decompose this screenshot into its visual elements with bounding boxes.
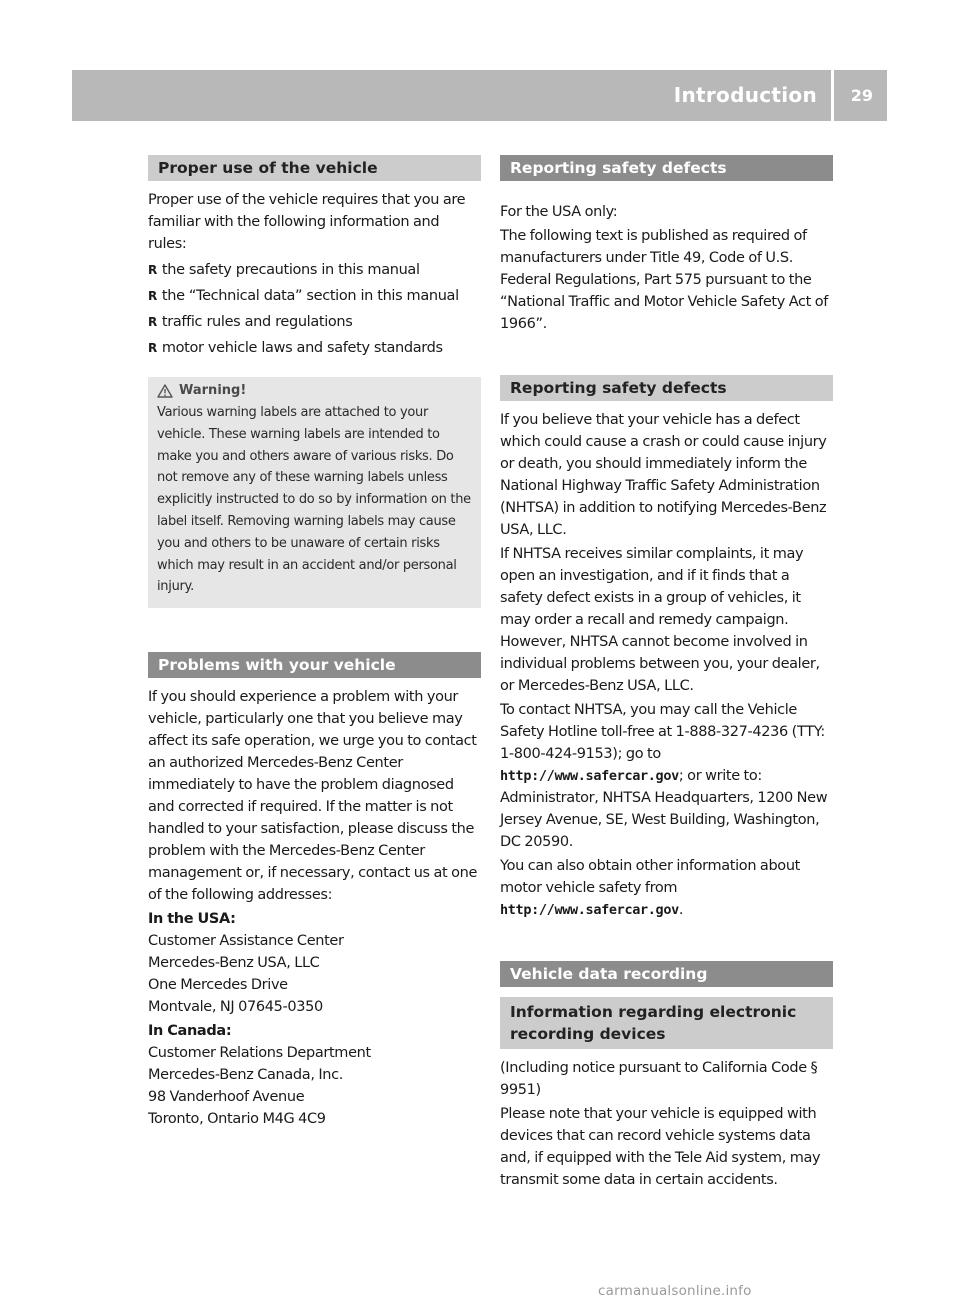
address-line: 98 Vanderhoof Avenue bbox=[148, 1089, 305, 1106]
bullet-icon: R bbox=[148, 263, 157, 277]
proper-use-intro: Proper use of the vehicle requires that you are familiar with the following information and rules: bbox=[148, 192, 466, 252]
left-column bbox=[148, 155, 481, 1132]
list-item: R traffic rules and regulations bbox=[148, 314, 353, 330]
recording-devices-text: Please note that your vehicle is equipped with devices that can record vehicle systems data and, if equipped with the Tele Aid system, may transmit some data in certain accidents. bbox=[500, 1106, 821, 1188]
page-number: 29 bbox=[850, 86, 873, 105]
reporting-investigation-text: If NHTSA receives similar complaints, it may open an investigation, and if it finds that a safety defect exists in a group of vehicles, it may order a recall and remedy campaign. However, NHTSA cannot become involved in individual problems between you, your dealer, or Mercedes-Benz USA, LLC. bbox=[500, 546, 820, 694]
section-title-reporting-1: Reporting safety defects bbox=[500, 155, 833, 181]
safercar-link[interactable]: http://www.safercar.gov bbox=[500, 768, 679, 784]
reporting-more-info-text: You can also obtain other information about motor vehicle safety from http://www.safercar.gov. bbox=[500, 858, 801, 918]
address-line: Customer Relations Department bbox=[148, 1045, 371, 1062]
proper-use-list bbox=[148, 259, 481, 359]
section-title-problems: Problems with your vehicle bbox=[148, 652, 481, 678]
warning-text: Various warning labels are attached to your vehicle. These warning labels are intended to make you and others aware of various risks. Do not remove any of these warning labels unless explicitly instructed to do so by information on the label itself. Removing warning labels may cause you and others to be unaware of certain risks which may result in an accident and/or personal injury. bbox=[157, 405, 471, 595]
watermark: carmanualsonline.info bbox=[598, 1283, 752, 1299]
address-line: One Mercedes Drive bbox=[148, 977, 288, 994]
warning-triangle-icon bbox=[157, 384, 173, 398]
list-item: R motor vehicle laws and safety standards bbox=[148, 340, 443, 356]
subsection-title-recording-devices: Information regarding electronic recording devices bbox=[500, 997, 833, 1049]
usa-label: In the USA: bbox=[148, 911, 236, 928]
problems-text: If you should experience a problem with your vehicle, particularly one that you believe may affect its safe operation, we urge you to contact an authorized Mercedes-Benz Center immediately to have the problem diagnosed and corrected if required. If the matter is not handled to your satisfaction, please discuss the problem with the Mercedes-Benz Center management or, if necessary, contact us at one of the following addresses: bbox=[148, 689, 478, 904]
section-title-reporting-2: Reporting safety defects bbox=[500, 375, 833, 401]
list-item: R the “Technical data” section in this manual bbox=[148, 288, 459, 304]
reporting-usa-only: For the USA only: bbox=[500, 204, 618, 220]
header-divider bbox=[831, 70, 834, 121]
warning-box bbox=[148, 377, 481, 608]
list-item: R the safety precautions in this manual bbox=[148, 262, 420, 278]
reporting-defect-text: If you believe that your vehicle has a defect which could cause a crash or could cause injury or death, you should immediately inform the National Highway Traffic Safety Administration (NHTSA) in addition to notifying Mercedes-Benz USA, LLC. bbox=[500, 412, 827, 538]
section-title-data-recording: Vehicle data recording bbox=[500, 961, 833, 987]
page-header bbox=[72, 70, 887, 121]
warning-title: Warning! bbox=[179, 383, 247, 398]
chapter-title: Introduction bbox=[673, 83, 817, 107]
safercar-link[interactable]: http://www.safercar.gov bbox=[500, 902, 679, 918]
address-line: Toronto, Ontario M4G 4C9 bbox=[148, 1111, 326, 1128]
address-line: Montvale, NJ 07645-0350 bbox=[148, 999, 323, 1016]
address-line: Customer Assistance Center bbox=[148, 933, 344, 950]
canada-label: In Canada: bbox=[148, 1023, 232, 1040]
section-title-proper-use: Proper use of the vehicle bbox=[148, 155, 481, 181]
reporting-legal-text: The following text is published as required of manufacturers under Title 49, Code of U.S. Federal Regulations, Part 575 pursuant to the “National Traffic and Motor Vehicle Safety Act of 1966”. bbox=[500, 228, 829, 332]
address-line: Mercedes-Benz Canada, Inc. bbox=[148, 1067, 343, 1084]
address-line: Mercedes-Benz USA, LLC bbox=[148, 955, 320, 972]
canada-address bbox=[148, 1020, 481, 1130]
right-column bbox=[500, 155, 833, 1193]
recording-notice-text: (Including notice pursuant to California Code § 9951) bbox=[500, 1060, 818, 1098]
bullet-icon: R bbox=[148, 341, 157, 355]
reporting-contact-text: To contact NHTSA, you may call the Vehicle Safety Hotline toll-free at 1-888-327-4236 (TTY: 1-800-424-9153); go to http://www.safercar.gov; or write to: Administrator, NHTSA Headquarters, 1200 New Jersey Avenue, SE, West Building, Washington, DC 20590. bbox=[500, 702, 828, 850]
usa-address bbox=[148, 908, 481, 1018]
bullet-icon: R bbox=[148, 289, 157, 303]
bullet-icon: R bbox=[148, 315, 157, 329]
